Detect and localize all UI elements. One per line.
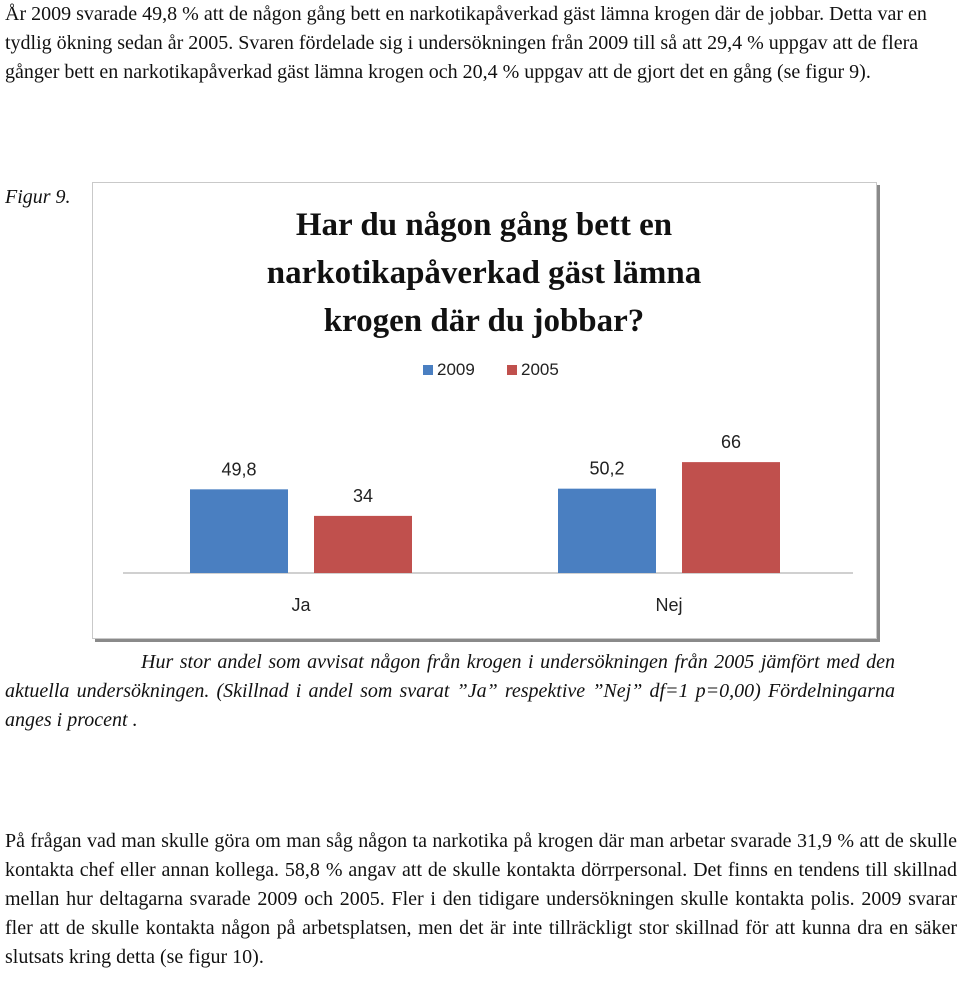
bar-nej-2009	[558, 489, 656, 573]
legend-label-2005: 2005	[521, 360, 559, 379]
bar-chart	[93, 183, 876, 638]
bar-ja-2005	[314, 516, 412, 573]
legend-swatch-2009	[423, 365, 433, 375]
figure-caption	[5, 648, 895, 735]
following-paragraph: På frågan vad man skulle göra om man såg någon ta narkotika på krogen där man arbetar svarade 31,9 % att de skulle kontakta chef eller annan kollega. 58,8 % angav att de skulle kontakta dörrpersonal. Det finns en tendens till skillnad mellan hur deltagarna svarade 2009 och 2005. Fler i den tidigare undersökningen skulle kontakta polis. 2009 svarar fler att de skulle kontakta någon på arbetsplatsen, men det är inte tillräckligt stor skillnad för att kunna dra en säker slutsats kring detta (se figur 10).	[5, 830, 957, 968]
data-label-nej-2009: 50,2	[589, 458, 625, 479]
chart-title-line: narkotikapåverkad gäst lämna	[266, 255, 702, 291]
data-label-ja-2005: 34	[352, 485, 374, 506]
figure-caption-text: Hur stor andel som avvisat någon från krogen i undersökningen från 2005 jämfört med den aktuella undersökningen. (Skillnad i andel som svarat ”Ja” respektive ”Nej” df=1 p=0,00) Fördelningarna anges i procent .	[5, 651, 895, 731]
chart-title-line: Har du någon gång bett en	[295, 207, 673, 243]
legend-swatch-2005	[507, 365, 517, 375]
legend-label-2009: 2009	[437, 360, 475, 379]
chart-container	[92, 182, 877, 639]
x-tick-label-ja: Ja	[291, 595, 311, 615]
chart-title-line: krogen där du jobbar?	[323, 303, 645, 339]
intro-paragraph: År 2009 svarade 49,8 % att de någon gång bett en narkotikapåverkad gäst lämna krogen där de jobbar. Detta var en tydlig ökning sedan år 2005. Svaren fördelade sig i undersökningen från 2009 till så att 29,4 % uppgav att de flera gånger bett en narkotikapåverkad gäst lämna krogen och 20,4 % uppgav att de gjort det en gång (se figur 9).	[5, 3, 927, 83]
data-label-ja-2009: 49,8	[221, 459, 257, 480]
x-tick-label-nej: Nej	[655, 595, 683, 615]
bar-ja-2009	[190, 489, 288, 573]
data-label-nej-2005: 66	[720, 432, 742, 453]
figure-label: Figur 9.	[5, 186, 71, 208]
bar-nej-2005	[682, 462, 780, 573]
